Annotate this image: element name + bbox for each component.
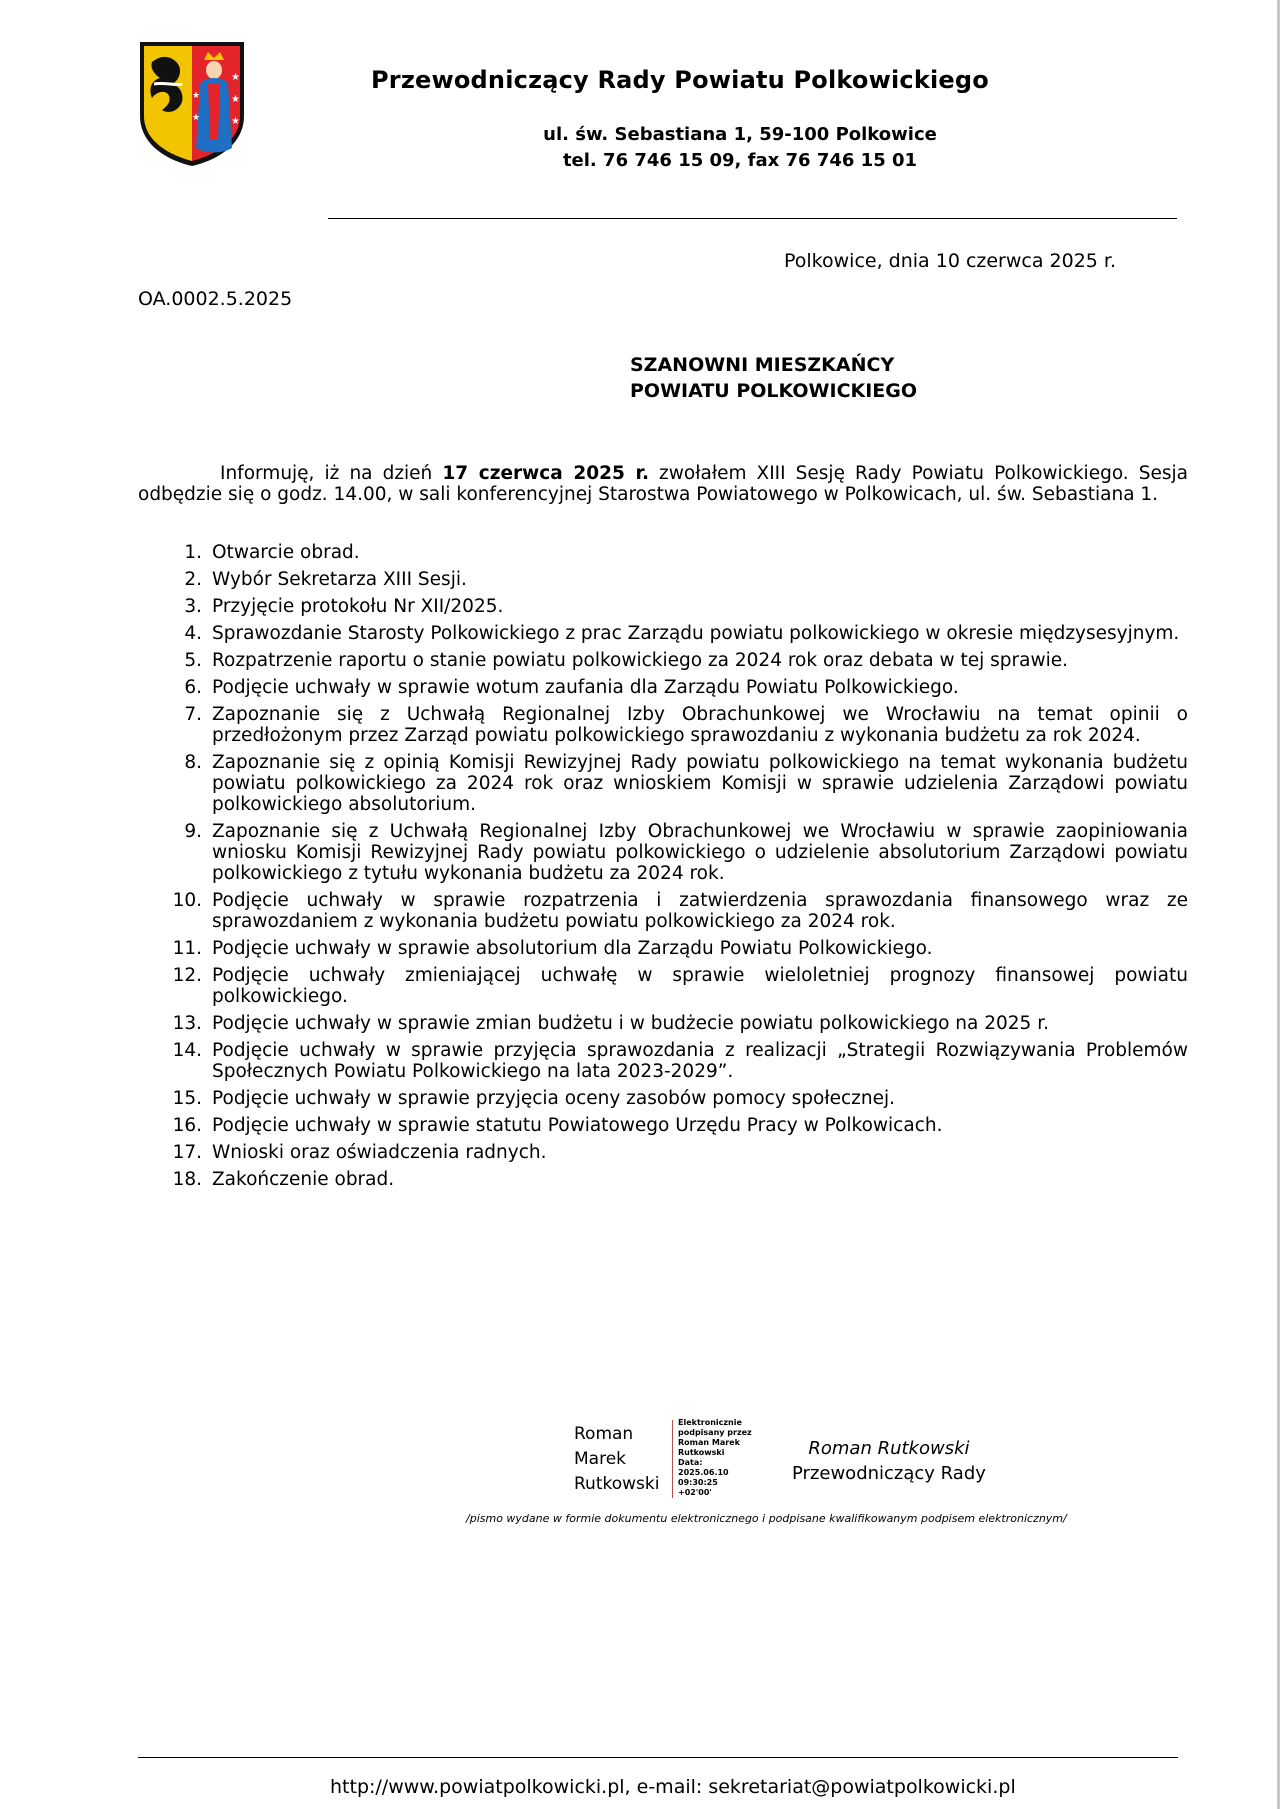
agenda-item-text: Zakończenie obrad. [212, 1169, 395, 1190]
agenda-item-number: 13. [172, 1013, 202, 1034]
agenda-item [138, 623, 1188, 644]
header-phone-fax: tel. 76 746 15 09, fax 76 746 15 01 [562, 150, 918, 171]
stamp-line: podpisany przez [678, 1428, 752, 1437]
agenda-item [138, 1088, 1188, 1109]
stamp-line: Data: 2025.06.10 [678, 1458, 729, 1477]
agenda-item-number: 12. [172, 965, 202, 986]
signature-name-line: Rutkowski [574, 1474, 660, 1494]
signature-name-block [574, 1422, 659, 1497]
agenda-item [138, 1040, 1188, 1082]
salutation [630, 352, 917, 404]
agenda-item-text: Podjęcie uchwały w sprawie przyjęcia sprawozdania z realizacji „Strategii Rozwiązywania Problemów Społecznych Powiatu Polkowickiego na lata 2023-2029”. [212, 1040, 1188, 1082]
agenda-item-text: Sprawozdanie Starosty Polkowickiego z prac Zarządu powiatu polkowickiego w okresie międzysesyjnym. [212, 623, 1180, 644]
stamp-line: Elektronicznie [678, 1418, 742, 1427]
agenda-item [138, 752, 1188, 815]
intro-text-end: zwołałem XIII Sesję Rady Powiatu Polkowickiego. Sesja odbędzie się o godz. 14.00, w sali konferencyjnej Starostwa Powiatowego w Polkowicach, ul. św. Sebastiana 1. [138, 463, 1189, 505]
header-title: Przewodniczący Rady Powiatu Polkowickiego [371, 66, 989, 94]
signature-divider [672, 1420, 673, 1498]
agenda-item-number: 5. [184, 650, 202, 671]
agenda-item [138, 938, 1188, 959]
svg-text:★: ★ [231, 116, 240, 127]
agenda-item [138, 1115, 1188, 1136]
agenda-item-text: Zapoznanie się z Uchwałą Regionalnej Izby Obrachunkowej we Wrocławiu na temat opinii o przedłożonym przez Zarząd powiatu polkowickiego sprawozdaniu z wykonania budżetu za rok 2024. [212, 704, 1188, 746]
agenda-item-text: Podjęcie uchwały zmieniającej uchwałę w sprawie wieloletniej prognozy finansowej powiatu polkowickiego. [212, 965, 1188, 1007]
agenda-item [138, 596, 1188, 617]
stamp-line: 09:30:25 +02'00' [678, 1478, 718, 1497]
signer-role: Przewodniczący Rady [792, 1463, 986, 1484]
intro-text-start: Informuję, iż na dzień [220, 463, 443, 484]
date-line: Polkowice, dnia 10 czerwca 2025 r. [784, 250, 1117, 272]
agenda-item [138, 704, 1188, 746]
coat-of-arms-icon [138, 40, 246, 168]
signature-name-line: Marek [574, 1449, 627, 1469]
signature-stamp [678, 1418, 754, 1498]
svg-text:★: ★ [231, 94, 240, 105]
header-address: ul. św. Sebastiana 1, 59-100 Polkowice [543, 124, 937, 145]
agenda-item-number: 9. [184, 821, 202, 842]
agenda-item-text: Wnioski oraz oświadczenia radnych. [212, 1142, 547, 1163]
session-date: 17 czerwca 2025 r. [442, 463, 649, 484]
salutation-line-2: POWIATU POLKOWICKIEGO [630, 380, 918, 402]
agenda-item [138, 650, 1188, 671]
agenda-item-text: Rozpatrzenie raportu o stanie powiatu polkowickiego za 2024 rok oraz debata w tej sprawie. [212, 650, 1069, 671]
agenda-item-number: 11. [172, 938, 202, 959]
electronic-signature-note: /pismo wydane w formie dokumentu elektronicznego i podpisane kwalifikowanym podpisem elektronicznym/ [466, 1512, 1067, 1525]
agenda-item-number: 8. [184, 752, 202, 773]
header-divider [328, 218, 1177, 219]
signature-name-line: Roman [574, 1424, 634, 1444]
agenda-item [138, 965, 1188, 1007]
agenda-item-text: Zapoznanie się z Uchwałą Regionalnej Izby Obrachunkowej we Wrocławiu w sprawie zaopiniowania wniosku Komisji Rewizyjnej Rady powiatu polkowickiego o udzielenie absolutorium Zarządowi powiatu polkowickiego z tytułu wykonania budżetu za 2024 rok. [212, 821, 1188, 884]
agenda-item-text: Podjęcie uchwały w sprawie zmian budżetu i w budżecie powiatu polkowickiego na 2025 r. [212, 1013, 1049, 1034]
signer-name: Roman Rutkowski [808, 1438, 970, 1459]
agenda-item-number: 7. [184, 704, 202, 725]
agenda-item-number: 4. [184, 623, 202, 644]
agenda-item-text: Podjęcie uchwały w sprawie przyjęcia oceny zasobów pomocy społecznej. [212, 1088, 896, 1109]
signer-block [792, 1436, 986, 1486]
agenda-item-text: Przyjęcie protokołu Nr XII/2025. [212, 596, 504, 617]
stamp-line: Rutkowski [678, 1448, 725, 1457]
agenda-item [138, 542, 1188, 563]
agenda-item-number: 16. [172, 1115, 202, 1136]
svg-text:★: ★ [192, 91, 201, 101]
agenda-item-number: 1. [184, 542, 202, 563]
agenda-item-text: Wybór Sekretarza XIII Sesji. [212, 569, 467, 590]
svg-text:★: ★ [231, 72, 240, 83]
agenda-item-text: Otwarcie obrad. [212, 542, 360, 563]
agenda-item-text: Podjęcie uchwały w sprawie rozpatrzenia i zatwierdzenia sprawozdania finansowego wraz ze sprawozdaniem z wykonania budżetu powiatu polkowickiego za 2024 rok. [212, 890, 1188, 932]
agenda-item-number: 2. [184, 569, 202, 590]
agenda-item [138, 821, 1188, 884]
agenda-item-text: Podjęcie uchwały w sprawie wotum zaufania dla Zarządu Powiatu Polkowickiego. [212, 677, 959, 698]
footer-divider [138, 1757, 1178, 1758]
agenda-item-number: 15. [172, 1088, 202, 1109]
intro-paragraph [138, 463, 1188, 505]
agenda-item-number: 6. [184, 677, 202, 698]
agenda-item [138, 677, 1188, 698]
agenda-item [138, 1169, 1188, 1190]
reference-number: OA.0002.5.2025 [138, 288, 293, 310]
agenda-item [138, 1013, 1188, 1034]
agenda-item [138, 569, 1188, 590]
agenda-item-number: 3. [184, 596, 202, 617]
agenda-item [138, 890, 1188, 932]
agenda-item-text: Zapoznanie się z opinią Komisji Rewizyjnej Rady powiatu polkowickiego na temat wykonania budżetu powiatu polkowickiego za 2024 rok oraz wnioskiem Komisji w sprawie udzielenia Zarządowi powiatu polkowickiego absolutorium. [212, 752, 1188, 815]
agenda-item-text: Podjęcie uchwały w sprawie statutu Powiatowego Urzędu Pracy w Polkowicach. [212, 1115, 943, 1136]
agenda-item-number: 14. [172, 1040, 202, 1061]
agenda-item-number: 17. [172, 1142, 202, 1163]
agenda-item-number: 18. [172, 1169, 202, 1190]
agenda-item-text: Podjęcie uchwały w sprawie absolutorium dla Zarządu Powiatu Polkowickiego. [212, 938, 933, 959]
svg-text:★: ★ [192, 113, 201, 123]
agenda-item-number: 10. [172, 890, 202, 911]
footer-contact: http://www.powiatpolkowicki.pl, e-mail: sekretariat@powiatpolkowicki.pl [330, 1776, 1016, 1798]
agenda-item [138, 1142, 1188, 1163]
agenda-list [138, 542, 1188, 1196]
stamp-line: Roman Marek [678, 1438, 740, 1447]
salutation-line-1: SZANOWNI MIESZKAŃCY [630, 354, 895, 376]
